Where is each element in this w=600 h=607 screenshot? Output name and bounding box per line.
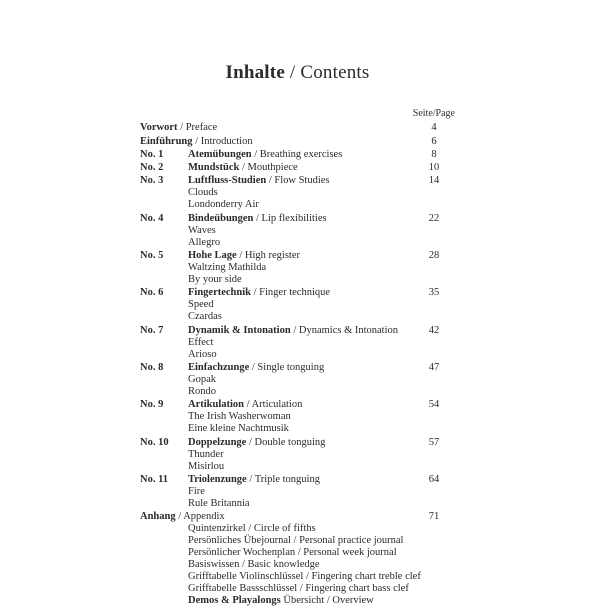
toc-entry [140, 213, 455, 225]
toc-subitem-spacer [140, 583, 188, 595]
toc-subitem-page [413, 461, 455, 473]
toc-entry-page: 10 [428, 162, 440, 174]
toc-subitem-spacer [140, 262, 188, 274]
toc-subitem-page [413, 498, 455, 510]
toc-subitem [140, 595, 455, 607]
toc-subitem-plain: Allegro [188, 236, 221, 248]
toc-subitem [140, 535, 455, 547]
toc-subitem-page [413, 583, 455, 595]
toc-entry [140, 250, 455, 262]
toc-entry-page: 57 [428, 436, 440, 448]
toc-entry [140, 362, 455, 374]
toc-subitem-plain: By your side [188, 274, 242, 286]
toc-entry-title-english: / Preface [177, 122, 218, 134]
toc-entry-title [140, 511, 413, 523]
toc-subitem-plain: Eine kleine Nachtmusik [188, 423, 289, 435]
toc-subitem-page [413, 274, 455, 286]
toc-entry [140, 399, 455, 411]
toc-entry [140, 149, 455, 161]
toc-entry [140, 122, 455, 134]
toc-subitem-page [421, 571, 463, 583]
toc-subitem [140, 583, 455, 595]
toc-subitem [140, 547, 455, 559]
toc-entry [140, 175, 455, 187]
toc-subitem-plain: Czardas [188, 311, 222, 323]
toc-subitem-text [188, 386, 413, 398]
toc-entry-page: 14 [428, 175, 440, 187]
toc-subitem [140, 423, 455, 435]
toc-subitem-spacer [140, 386, 188, 398]
toc-subitem-spacer [140, 571, 188, 583]
toc-subitem-spacer [140, 337, 188, 349]
toc-entry-title-german: Hohe Lage [188, 250, 237, 262]
toc-subitem-page [413, 225, 455, 237]
toc-subitem-spacer [140, 559, 188, 571]
toc-entry-title-german: Bindeübungen [188, 212, 254, 224]
toc-entry-title [188, 325, 413, 337]
toc-entry [140, 511, 455, 523]
toc-subitem-spacer [140, 187, 188, 199]
toc-subitem-text [188, 571, 421, 583]
toc-subitem-text [188, 337, 413, 349]
toc-entry-page: 6 [431, 135, 437, 147]
toc-subitem-page [413, 311, 455, 323]
page-title-german: Inhalte [225, 62, 285, 83]
toc-subitem-text [188, 262, 413, 274]
toc-entry-page: 22 [428, 212, 440, 224]
toc-subitem [140, 498, 455, 510]
toc-entry-number: No. 11 [140, 473, 169, 485]
toc-subitem-page [413, 349, 455, 361]
page-title [140, 62, 455, 84]
toc-entry-title-german: Doppelzunge [188, 436, 247, 448]
toc-subitem-page [413, 187, 455, 199]
toc-subitem-spacer [140, 595, 188, 607]
toc-entry-title [140, 122, 413, 134]
toc-subitem-page [413, 299, 455, 311]
toc-entry-title-german: Einfachzunge [188, 361, 250, 373]
toc-subitem-page [413, 559, 455, 571]
toc-subitem [140, 237, 455, 249]
toc-subitem-text [188, 559, 413, 571]
toc-entry-title-german: Triolenzunge [188, 473, 247, 485]
toc-subitem-text [188, 449, 413, 461]
toc-subitem-plain: Effect [188, 336, 214, 348]
toc-entry-number: No. 10 [140, 436, 169, 448]
toc-entry-number: No. 8 [140, 361, 164, 373]
toc-subitem-spacer [140, 523, 188, 535]
toc-subitem-plain: Speed [188, 299, 214, 311]
toc-entry-title-english: / Introduction [192, 135, 253, 147]
toc-subitem-plain: Thunder [188, 448, 224, 460]
toc-entry-title [188, 474, 413, 486]
toc-entry-title-german: Dynamik & Intonation [188, 324, 291, 336]
toc-entry-title-german: Vorwort [140, 122, 178, 134]
toc-entry-title-german: Einführung [140, 135, 193, 147]
toc-entry [140, 136, 455, 148]
page-title-english: / Contents [289, 62, 370, 83]
toc-entry-page: 42 [428, 324, 440, 336]
toc-subitem-page [413, 337, 455, 349]
toc-entry-number: No. 9 [140, 399, 164, 411]
toc-subitem-plain: Rule Britannia [188, 497, 250, 509]
toc-subitem-spacer [140, 411, 188, 423]
toc-subitem-spacer [140, 349, 188, 361]
toc-subitem [140, 449, 455, 461]
toc-subitem [140, 225, 455, 237]
toc-subitem-plain: Clouds [188, 187, 218, 199]
toc-entry-title [188, 213, 413, 225]
toc-entry-title-english: / Triple tonguing [246, 473, 320, 485]
toc-entry-title-english: / Single tonguing [249, 361, 325, 373]
toc-entry-title [140, 136, 413, 148]
toc-subitem-text [188, 411, 413, 423]
toc-subitem-text [188, 274, 413, 286]
toc-entry-number: No. 6 [140, 287, 164, 299]
toc-entry-title-german: Fingertechnik [188, 287, 251, 299]
toc-subitem-plain: Persönliches Übejournal / Personal practice journal [188, 535, 404, 547]
toc-entry-title-german: Anhang [140, 511, 176, 523]
toc-subitem [140, 461, 455, 473]
toc-entry-title-german: Artikulation [188, 399, 245, 411]
toc-entry-title-english: / High register [236, 250, 300, 262]
toc-subitem [140, 311, 455, 323]
toc-subitem-spacer [140, 423, 188, 435]
toc-subitem-text [188, 311, 413, 323]
toc-subitem-text [188, 237, 413, 249]
toc-subitem-plain: Persönlicher Wochenplan / Personal week journal [188, 547, 397, 559]
toc-subitem-spacer [140, 535, 188, 547]
page-column-header: Seite/Page [412, 108, 455, 119]
toc-subitem-spacer [140, 374, 188, 386]
toc-subitem-plain: Rondo [188, 385, 217, 397]
toc-subitem-spacer [140, 299, 188, 311]
toc-entry-title-english: / Lip flexibilities [253, 212, 327, 224]
toc-subitem-spacer [140, 237, 188, 249]
toc-entry-page: 28 [428, 250, 440, 262]
toc-entry-page: 54 [428, 399, 440, 411]
toc-subitem [140, 187, 455, 199]
toc-subitem-spacer [140, 311, 188, 323]
toc-subitem [140, 337, 455, 349]
toc-subitem-plain: Basiswissen / Basic knowledge [188, 559, 320, 571]
toc-entry-number: No. 1 [140, 148, 164, 160]
toc-entry-page: 47 [428, 361, 440, 373]
toc-entry-title [188, 287, 413, 299]
toc-subitem-page [413, 595, 455, 607]
toc-subitem-text [188, 423, 413, 435]
toc-subitem-text [188, 498, 413, 510]
toc-subitem-page [413, 262, 455, 274]
toc-subitem-page [413, 423, 455, 435]
toc-subitem-spacer [140, 461, 188, 473]
toc-subitem-text [188, 547, 413, 559]
toc-subitem-page [413, 199, 455, 211]
toc-subitem-text [188, 523, 413, 535]
toc-entry-title-english: / Finger technique [251, 287, 331, 299]
toc-subitem-text [188, 461, 413, 473]
toc-entry-number: No. 3 [140, 175, 164, 187]
toc-subitem-spacer [140, 274, 188, 286]
toc-subitem-plain: Londonderry Air [188, 199, 259, 211]
toc-subitem-page [413, 411, 455, 423]
toc-subitem [140, 199, 455, 211]
toc-entry-title-english: / Breathing exercises [251, 148, 343, 160]
toc-entry-title [188, 362, 413, 374]
toc-subitem-page [413, 374, 455, 386]
toc-subitem-text [188, 187, 413, 199]
toc-entry-title-english: / Double tonguing [246, 436, 326, 448]
toc-subitem-text [188, 299, 413, 311]
toc-subitem-page [413, 523, 455, 535]
toc-entry-page: 64 [428, 473, 440, 485]
toc-subitem-page [413, 386, 455, 398]
toc-subitem-plain: Grifftabelle Bassschlüssel / Fingering chart bass clef [188, 583, 409, 595]
toc-subitem-text [188, 595, 413, 607]
toc-entry-title-english: / Articulation [244, 399, 303, 411]
toc-entry-title [188, 399, 413, 411]
toc-entry-title [188, 250, 413, 262]
toc-subitem-spacer [140, 486, 188, 498]
toc-entry-page: 71 [428, 511, 440, 523]
toc-subitem-plain: Grifftabelle Violinschlüssel / Fingering chart treble clef [188, 571, 421, 583]
toc-subitem-text [188, 535, 413, 547]
toc-subitem-plain: Waves [188, 224, 216, 236]
toc-subitem-spacer [140, 199, 188, 211]
toc-entry-title [188, 162, 413, 174]
toc-entry [140, 325, 455, 337]
toc-subitem [140, 262, 455, 274]
toc-entry-number: No. 2 [140, 162, 164, 174]
toc-subitem [140, 299, 455, 311]
toc-subitem-bold: Demos & Playalongs [188, 595, 281, 607]
toc-subitem-plain: Arioso [188, 348, 217, 360]
toc-subitem-page [413, 547, 455, 559]
toc-subitem-spacer [140, 547, 188, 559]
toc-subitem [140, 374, 455, 386]
toc-subitem-text [188, 486, 413, 498]
toc-subitem-spacer [140, 498, 188, 510]
toc-entry-title-english: / Appendix [175, 511, 225, 523]
toc-entry-title-english: / Flow Studies [266, 175, 330, 187]
toc-entry-title-german: Mundstück [188, 162, 240, 174]
toc-entry-title [188, 175, 413, 187]
toc-subitem-plain: Misirlou [188, 460, 225, 472]
toc-subitem [140, 571, 455, 583]
toc-entry-title [188, 149, 413, 161]
toc-subitem-text [188, 583, 413, 595]
toc-subitem-text [188, 374, 413, 386]
toc-subitem [140, 523, 455, 535]
toc-subitem [140, 386, 455, 398]
toc-subitem-plain: Quintenzirkel / Circle of fifths [188, 523, 316, 535]
toc-subitem [140, 559, 455, 571]
toc-subitem [140, 411, 455, 423]
toc-entry-page: 35 [428, 287, 440, 299]
toc-subitem-plain: Gopak [188, 373, 216, 385]
toc-entry-title [188, 437, 413, 449]
toc-subitem [140, 274, 455, 286]
toc-entry-page: 4 [431, 122, 437, 134]
toc-entry [140, 287, 455, 299]
toc-subitem-text [188, 199, 413, 211]
toc-entry [140, 437, 455, 449]
toc-subitem-page [413, 535, 455, 547]
toc-subitem-plain: The Irish Washerwoman [188, 411, 291, 423]
toc-subitem-page [413, 486, 455, 498]
toc-subitem-plain: Fire [188, 485, 205, 497]
toc-entry-number: No. 4 [140, 212, 164, 224]
toc-subitem-plain: Übersicht / Overview [280, 595, 374, 607]
toc-subitem [140, 349, 455, 361]
toc-entry-title-german: Luftfluss-Studien [188, 175, 267, 187]
toc-entry-number: No. 7 [140, 324, 164, 336]
toc-entry [140, 162, 455, 174]
toc-entry [140, 474, 455, 486]
toc-entry-title-german: Atemübungen [188, 148, 252, 160]
toc-subitem-page [413, 237, 455, 249]
toc-subitem-spacer [140, 449, 188, 461]
toc-subitem [140, 486, 455, 498]
toc-entry-page: 8 [431, 148, 437, 160]
toc-subitem-text [188, 225, 413, 237]
toc-entry-title-english: / Dynamics & Intonation [290, 324, 399, 336]
toc-entry-number: No. 5 [140, 250, 164, 262]
toc-list [140, 121, 455, 607]
toc-subitem-text [188, 349, 413, 361]
toc-subitem-page [413, 449, 455, 461]
toc-entry-title-english: / Mouthpiece [239, 162, 298, 174]
toc-subitem-plain: Waltzing Mathilda [188, 262, 267, 274]
toc-subitem-spacer [140, 225, 188, 237]
